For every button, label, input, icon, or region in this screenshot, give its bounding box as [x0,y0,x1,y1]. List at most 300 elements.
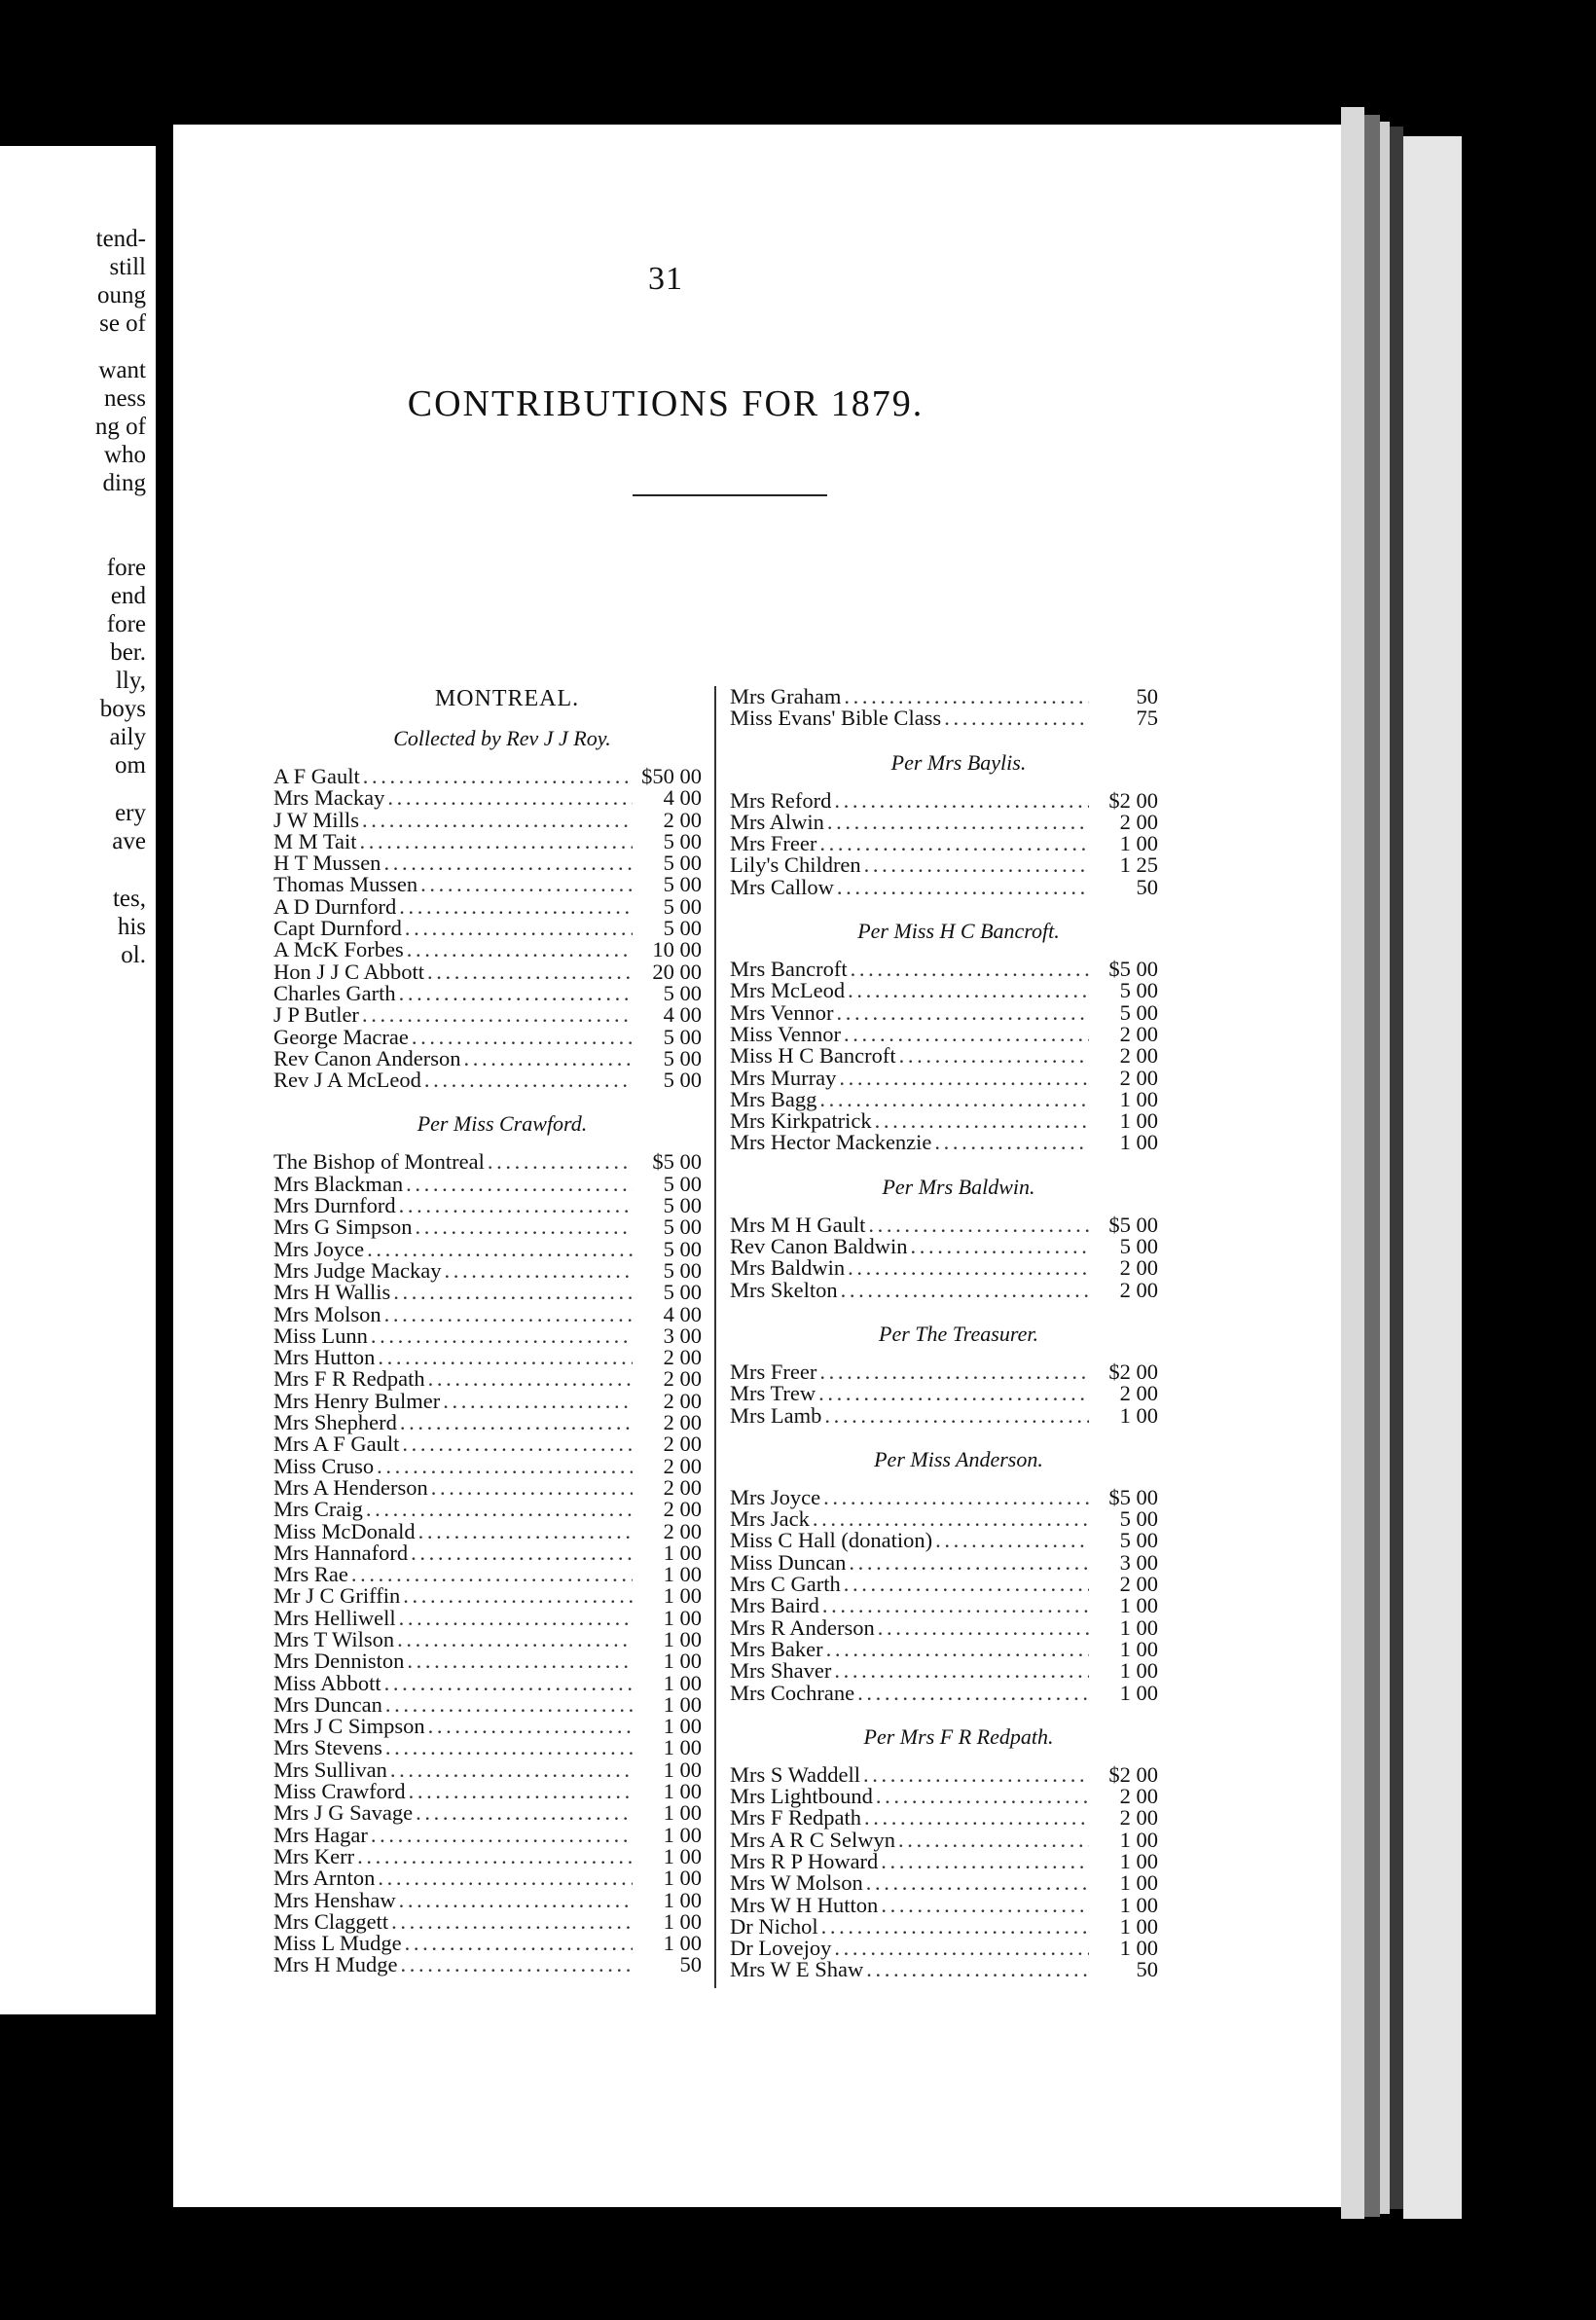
leader-dots [384,1673,633,1694]
contributor-name: A McK Forbes [273,937,404,962]
contributor-name: Mrs H Wallis [273,1280,391,1305]
contribution-amount: 1 00 [663,1649,702,1674]
contribution-row [730,1892,1158,1917]
contribution-amount: 1 00 [663,1931,702,1956]
collector-heading: Per Miss Crawford. [417,1111,588,1137]
contributor-name: Mrs Helliwell [273,1605,396,1630]
leader-dots [823,1487,1089,1508]
contribution-row [730,1530,1158,1551]
contribution-amount: 1 00 [663,1908,702,1934]
contribution-row [273,1691,702,1717]
contribution-amount: 1 00 [663,1691,702,1717]
contributor-name: J P Butler [273,1002,359,1028]
contributor-name: Mrs Graham [730,684,842,708]
contributor-name: Mrs Bagg [730,1086,817,1111]
contribution-row [730,1361,1158,1383]
contribution-row [730,1786,1158,1807]
contribution-row [730,1065,1158,1090]
leader-dots [384,1304,633,1325]
leader-dots [881,1851,1089,1872]
contribution-amount: 1 00 [663,1562,702,1587]
contribution-amount: 20 00 [652,959,702,984]
leader-dots [837,877,1089,898]
contribution-row [273,1887,702,1912]
contribution-amount: 2 00 [1119,1784,1158,1809]
contribution-row [730,1402,1158,1428]
contribution-amount: 1 00 [1119,831,1158,856]
facing-page-text: fore [106,611,146,637]
contribution-amount: 5 00 [663,1257,702,1283]
contributor-name: George Macrae [273,1024,409,1049]
leader-dots [848,1257,1089,1279]
contributor-name: Mrs Cochrane [730,1680,855,1705]
contribution-group [730,912,1158,1154]
leader-dots [844,1024,1089,1045]
contributor-name: Mrs S Waddell [730,1761,861,1787]
contribution-row [730,1595,1158,1616]
leader-dots [857,1683,1089,1704]
contribution-row [730,1872,1158,1894]
leader-dots [399,1195,633,1216]
contributor-name: Mrs Lamb [730,1402,822,1428]
contribution-row [273,1368,702,1390]
leader-dots [819,1361,1089,1383]
contributor-name: Mrs Baird [730,1593,819,1618]
contribution-amount: 2 00 [1119,1065,1158,1090]
contributor-name: Miss C Hall (donation) [730,1528,933,1553]
contributor-name: J W Mills [273,807,359,832]
contribution-amount: 2 00 [663,1497,702,1522]
leader-dots [397,1629,633,1650]
contribution-amount: 2 00 [663,807,702,832]
contributor-name: Lily's Children [730,852,861,878]
contribution-row [273,1453,702,1478]
contribution-row [273,1069,702,1091]
contribution-amount: 5 00 [663,1236,702,1261]
leader-dots [406,1174,633,1195]
page [173,125,1341,2207]
contribution-amount: 5 00 [663,1280,702,1305]
leader-dots [822,1595,1089,1616]
page-edge [1403,136,1462,2219]
leader-dots [864,854,1089,876]
leader-dots [387,787,633,809]
contributor-name: Miss Evans' Bible Class [730,706,942,731]
leader-dots [378,1347,633,1368]
contribution-group [730,1718,1158,1981]
leader-dots [418,1521,633,1542]
leader-dots [399,983,633,1004]
leader-dots [391,1911,633,1933]
contribution-row [730,1214,1158,1236]
contribution-row [273,1585,702,1607]
leader-dots [821,1916,1089,1938]
leader-dots [444,1260,633,1282]
contributor-name: Mrs A Henderson [273,1474,428,1500]
leader-dots [431,1477,633,1499]
contribution-row [273,1843,702,1868]
contribution-amount: 1 00 [1119,1936,1158,1961]
contribution-row [273,1412,702,1433]
facing-page-text: who [103,442,146,468]
contribution-row [730,1132,1158,1153]
leader-dots [463,1048,633,1069]
contributor-name: Mrs W H Hutton [730,1892,879,1917]
contribution-row [273,766,702,787]
contribution-amount: 1 00 [1119,1870,1158,1896]
contribution-amount: 1 00 [1119,1614,1158,1640]
contributor-name: Mrs Baker [730,1636,823,1661]
contributor-name: Hon J J C Abbott [273,959,425,984]
contribution-row [273,1737,702,1758]
page-title: CONTRIBUTIONS FOR 1879. [407,383,925,424]
contribution-amount: 5 00 [663,1193,702,1218]
contributor-name: Mrs Shepherd [273,1410,397,1435]
contributor-name: Dr Lovejoy [730,1936,832,1961]
leader-dots [844,1574,1089,1595]
contributor-name: Mrs Joyce [730,1484,821,1509]
leader-dots [836,1002,1089,1024]
contribution-row [730,1484,1158,1509]
contributor-name: A F Gault [273,764,360,788]
contribution-row [730,1660,1158,1682]
contribution-row [273,1301,702,1326]
contribution-row [273,1474,702,1500]
leader-dots [819,1089,1089,1110]
contribution-row [273,1605,702,1630]
contribution-amount: 2 00 [663,1345,702,1370]
leader-dots [402,1433,633,1455]
contribution-row [730,1021,1158,1046]
contribution-amount: 1 00 [1119,1636,1158,1661]
contributor-name: Mrs Hutton [273,1345,376,1370]
leader-dots [910,1236,1089,1257]
contribution-row [730,1236,1158,1257]
contribution-row [730,1574,1158,1595]
page-number: 31 [648,261,683,297]
leader-dots [866,1959,1089,1980]
facing-page-text: his [117,914,146,940]
collector-heading: Collected by Rev J J Roy. [393,726,611,750]
contribution-row [273,1151,702,1173]
contribution-row [273,1236,702,1261]
contributor-name: Mrs Joyce [273,1236,365,1261]
contribution-amount: 5 00 [663,851,702,876]
leader-dots [371,1325,633,1347]
facing-page-text: still [109,254,146,280]
contribution-amount: $2 00 [1108,1359,1158,1384]
contribution-amount: 1 00 [1119,1892,1158,1917]
contribution-group [273,719,702,1091]
collector-heading: Per Mrs Baldwin. [882,1174,1035,1199]
contribution-row [273,787,702,809]
contribution-amount: 1 25 [1119,852,1158,878]
contributor-name: Mrs Callow [730,874,834,899]
contributor-name: Mrs Hannaford [273,1540,409,1565]
contribution-amount: $5 00 [1108,1212,1158,1237]
page-edge [1364,115,1380,2217]
contributor-name: Miss H C Bancroft [730,1043,896,1069]
page-edge [1390,127,1403,2209]
contribution-amount: 10 00 [652,937,702,962]
contribution-row [273,1650,702,1672]
contribution-row [730,1110,1158,1132]
leader-dots [399,1608,633,1629]
leader-dots [360,831,633,852]
leader-dots [416,1802,633,1824]
contributor-name: Mrs Kirkpatrick [730,1108,872,1134]
contribution-row [730,1257,1158,1279]
contributor-name: Mr J C Griffin [273,1583,401,1609]
leader-dots [443,1391,633,1412]
contribution-amount: 5 00 [663,980,702,1005]
facing-page-text: ber. [110,639,146,666]
contributor-name: Miss Abbott [273,1670,381,1695]
contribution-row [273,1433,702,1455]
leader-dots [385,1737,633,1758]
contribution-amount: 2 00 [1119,1277,1158,1302]
leader-dots [834,790,1089,812]
contributor-name: Mrs R Anderson [730,1614,875,1640]
contributor-name: Thomas Mussen [273,872,418,897]
contribution-row [273,1499,702,1520]
contribution-row [273,918,702,939]
contribution-row [730,1508,1158,1530]
facing-page-text: ave [112,828,146,854]
contributor-name: Mrs Shaver [730,1658,832,1684]
contribution-amount: 2 00 [1119,1021,1158,1046]
contributor-name: The Bishop of Montreal [273,1149,485,1175]
contribution-amount: 1 00 [1119,1108,1158,1134]
leader-dots [399,1890,633,1911]
leader-dots [944,707,1089,729]
leader-dots [407,939,633,961]
contributor-name: Mrs Trew [730,1381,816,1406]
contributor-name: Mrs Blackman [273,1171,404,1196]
contributor-name: Mrs Mackay [273,785,385,811]
contribution-amount: 50 [1136,874,1158,899]
contributor-name: Miss Crawford [273,1779,406,1804]
facing-page-text: tend- [95,226,146,252]
contribution-amount: 5 00 [1119,978,1158,1003]
leader-dots [378,1867,633,1889]
contribution-amount: 50 [1136,1957,1158,1982]
contribution-row [273,1325,702,1347]
contributor-name: Mrs Baldwin [730,1255,846,1281]
contribution-amount: 1 00 [1119,1680,1158,1705]
leader-dots [428,1716,633,1737]
right-column [730,686,1158,1995]
collector-heading: Per Miss H C Bancroft. [857,919,1060,944]
leader-dots [849,1552,1089,1574]
contribution-amount: 2 00 [1119,1381,1158,1406]
contributor-name: Mrs McLeod [730,978,846,1003]
contribution-amount: $2 00 [1108,1761,1158,1787]
contributor-name: Mrs Arnton [273,1866,376,1891]
contributor-name: Mrs Sullivan [273,1757,387,1782]
leader-dots [411,1542,633,1564]
leader-dots [351,1564,633,1585]
contributor-name: Mrs M H Gault [730,1212,866,1237]
facing-page-text: want [98,357,146,383]
leader-dots [427,961,633,983]
contribution-row [273,939,702,961]
contribution-amount: 1 00 [663,1714,702,1739]
leader-dots [834,1938,1089,1959]
leader-dots [412,1027,633,1048]
contributor-name: Mrs G Simpson [273,1214,413,1240]
contribution-amount: 1 00 [1119,1848,1158,1873]
contribution-group [730,1168,1158,1301]
contribution-row [730,686,1158,707]
leader-dots [818,1383,1089,1404]
contribution-amount: 2 00 [663,1410,702,1435]
contribution-amount: 1 00 [663,1866,702,1891]
contribution-row [730,1549,1158,1575]
facing-page-text: ol. [121,942,146,968]
page-edge [1341,107,1364,2219]
contribution-row [730,1848,1158,1873]
contribution-amount: 1 00 [1119,1402,1158,1428]
contribution-amount: 2 00 [1119,809,1158,834]
leader-dots [813,1508,1089,1530]
contribution-row [273,852,702,874]
leader-dots [385,1694,633,1716]
leader-dots [362,1004,633,1026]
contribution-amount: 5 00 [663,893,702,919]
contribution-row [273,980,702,1005]
leader-dots [366,1499,633,1520]
contribution-amount: 1 00 [1119,1086,1158,1111]
leader-dots [383,852,633,874]
leader-dots [851,959,1089,980]
contribution-row [273,1954,702,1976]
contributor-name: Mrs Denniston [273,1649,405,1674]
leader-dots [409,1781,633,1802]
contribution-amount: 2 00 [663,1474,702,1500]
section-heading: MONTREAL. [434,686,580,711]
contributor-name: Mrs Duncan [273,1691,382,1717]
facing-page-text: aily [109,724,146,750]
facing-page-text: ery [115,800,146,826]
contributor-name: Charles Garth [273,980,396,1005]
contribution-row [730,1938,1158,1959]
contribution-amount: 1 00 [1119,1913,1158,1939]
contributor-name: Mrs Vennor [730,999,834,1025]
contributor-name: Miss McDonald [273,1518,416,1543]
contribution-amount: 1 00 [663,1843,702,1868]
leader-dots [899,1045,1089,1067]
contribution-row [273,1518,702,1543]
contribution-amount: 3 00 [1119,1549,1158,1575]
leader-dots [878,1617,1089,1639]
contribution-row [273,1171,702,1196]
facing-page-text: ng of [94,414,146,440]
leader-dots [864,1807,1089,1829]
facing-page-text: lly, [115,668,146,694]
column-divider [714,686,716,1988]
contribution-row [730,999,1158,1025]
contribution-amount: 5 00 [1119,1234,1158,1259]
leader-dots [363,766,633,787]
contribution-amount: 1 00 [1119,1658,1158,1684]
leader-dots [357,1846,633,1867]
contributor-name: Mrs Judge Mackay [273,1257,442,1283]
contribution-amount: 5 00 [1119,1528,1158,1553]
facing-page-text: ness [103,385,146,412]
contributor-name: Mrs A R C Selwyn [730,1827,896,1852]
contributor-name: Miss Cruso [273,1453,375,1478]
leader-dots [393,1282,633,1303]
contributor-name: Mrs H Mudge [273,1952,398,1977]
contributor-name: Mrs Claggett [273,1908,389,1934]
leader-dots [819,833,1089,854]
page-edge [1380,122,1390,2214]
contribution-row [730,1761,1158,1787]
contributor-name: Mrs Freer [730,1359,817,1384]
contribution-row [273,1004,702,1026]
contribution-row [730,1959,1158,1980]
contributor-name: Mrs F Redpath [730,1805,861,1831]
contribution-amount: 2 00 [663,1388,702,1413]
contributor-name: Mrs Durnford [273,1193,396,1218]
contribution-amount: $50 00 [641,764,702,788]
contribution-amount: 2 00 [1119,1255,1158,1281]
contributor-name: Miss L Mudge [273,1931,402,1956]
contributor-name: Mrs Kerr [273,1843,355,1868]
contribution-row [730,959,1158,980]
contribution-amount: 1 00 [663,1887,702,1912]
contribution-row [273,1024,702,1049]
contributor-name: Capt Durnford [273,916,402,941]
collector-heading: Per Miss Anderson. [874,1446,1043,1471]
contribution-amount: 2 00 [1119,1043,1158,1069]
facing-page-text: oung [97,282,146,308]
leader-dots [367,1239,633,1260]
collector-heading: Per The Treasurer. [879,1321,1038,1346]
contribution-row [273,1908,702,1934]
leader-dots [935,1530,1089,1551]
contribution-row [273,1670,702,1695]
contributor-name: Mrs Henry Bulmer [273,1388,441,1413]
contribution-amount: 1 00 [663,1540,702,1565]
leader-dots [405,918,633,939]
contribution-row [273,1822,702,1847]
contribution-amount: 5 00 [1119,999,1158,1025]
contributor-name: Miss Duncan [730,1549,847,1575]
leader-dots [875,1110,1089,1132]
contribution-group [273,1105,702,1976]
contribution-amount: 2 00 [663,1366,702,1392]
contribution-row [730,1614,1158,1640]
contribution-row [273,1347,702,1368]
contribution-amount: 1 00 [663,1757,702,1782]
contributor-name: Mrs J G Savage [273,1800,414,1826]
contribution-amount: 1 00 [663,1822,702,1847]
contribution-row [730,1807,1158,1829]
contribution-amount: $5 00 [1108,957,1158,982]
contributor-name: Mrs Skelton [730,1277,838,1302]
leader-dots [934,1132,1089,1153]
contributor-name: Mrs Murray [730,1065,837,1090]
leader-dots [416,1216,633,1238]
contribution-amount: 5 00 [663,1045,702,1070]
contribution-amount: 2 00 [663,1518,702,1543]
contributor-name: Rev Canon Baldwin [730,1234,908,1259]
contributor-name: Mrs J C Simpson [273,1714,425,1739]
contribution-amount: 5 00 [663,916,702,941]
leader-dots [863,1764,1089,1786]
